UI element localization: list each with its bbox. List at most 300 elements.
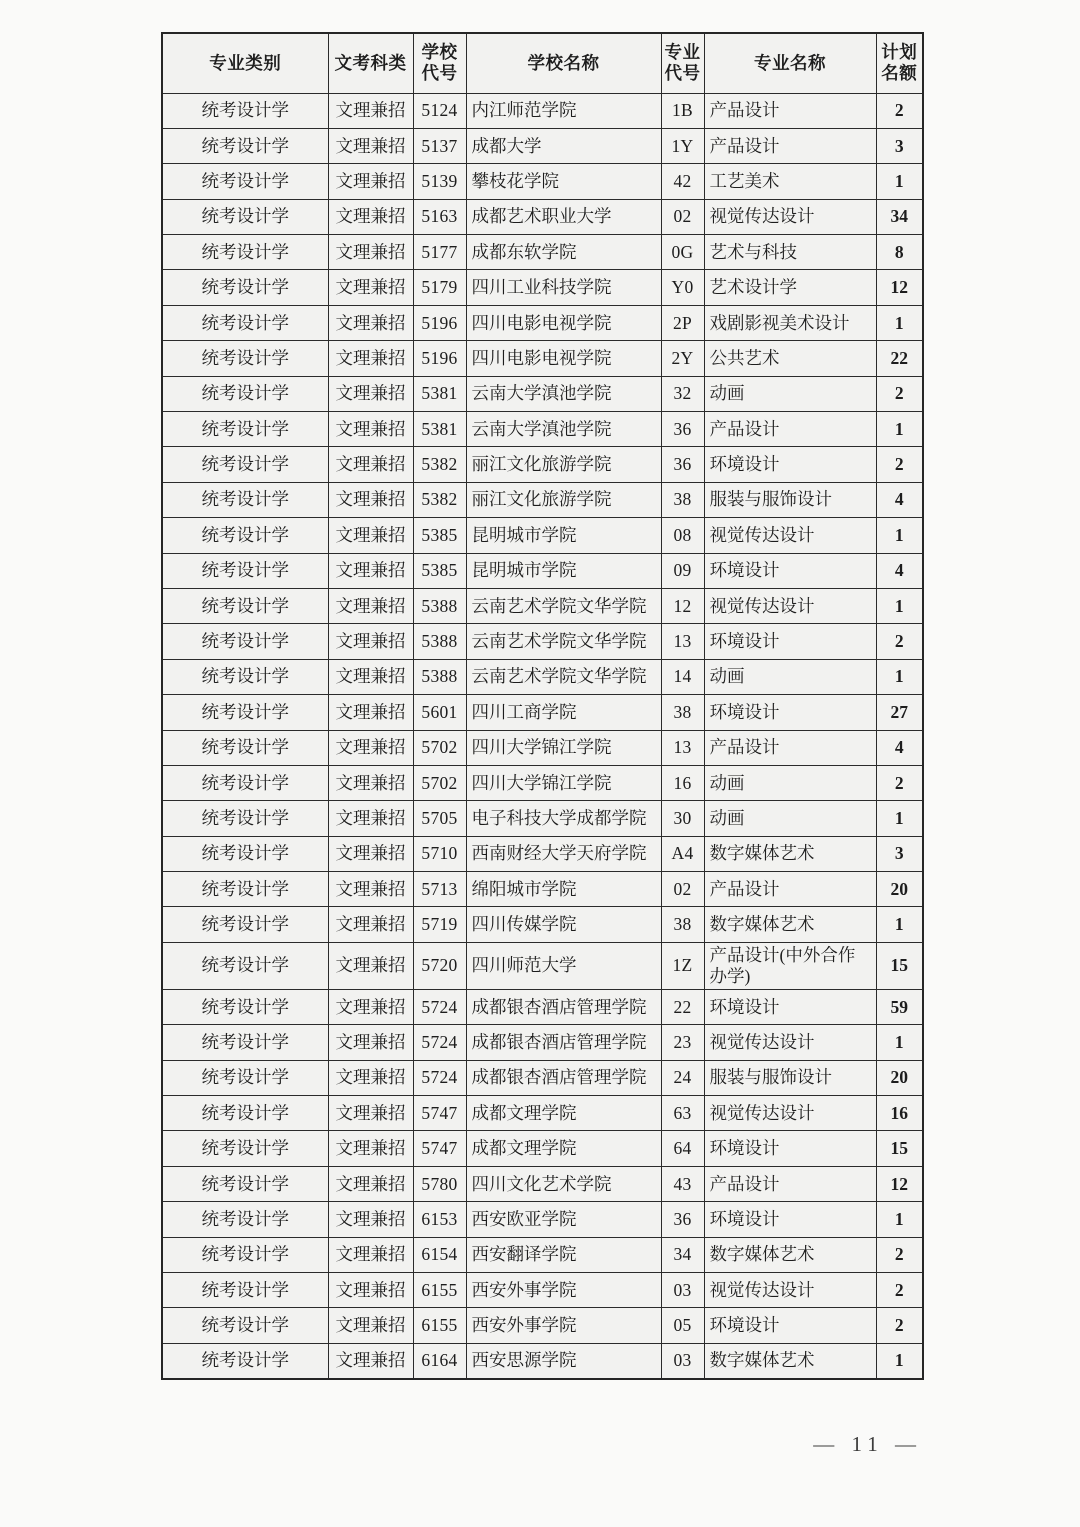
cell-major-code: 30 (661, 801, 704, 836)
cell-category: 统考设计学 (162, 695, 328, 730)
cell-school-name: 四川电影电视学院 (466, 341, 661, 376)
cell-category: 统考设计学 (162, 588, 328, 623)
cell-quota: 2 (876, 1237, 923, 1272)
cell-category: 统考设计学 (162, 836, 328, 871)
cell-exam-type: 文理兼招 (328, 1202, 413, 1237)
cell-school-code: 5382 (413, 447, 466, 482)
cell-major-code: 2Y (661, 341, 704, 376)
table-row (162, 588, 923, 623)
cell-school-name: 云南艺术学院文华学院 (466, 588, 661, 623)
cell-school-name: 四川文化艺术学院 (466, 1166, 661, 1201)
cell-school-code: 5705 (413, 801, 466, 836)
column-header-school-name: 学校名称 (466, 33, 661, 93)
cell-exam-type: 文理兼招 (328, 164, 413, 199)
cell-quota: 4 (876, 730, 923, 765)
cell-exam-type: 文理兼招 (328, 1308, 413, 1343)
cell-school-code: 5747 (413, 1096, 466, 1131)
cell-school-name: 内江师范学院 (466, 93, 661, 128)
cell-major-code: 64 (661, 1131, 704, 1166)
cell-major-name: 产品设计 (704, 730, 876, 765)
cell-major-code: 1Z (661, 942, 704, 989)
cell-major-name: 环境设计 (704, 1202, 876, 1237)
cell-exam-type: 文理兼招 (328, 518, 413, 553)
cell-major-code: 23 (661, 1025, 704, 1060)
cell-category: 统考设计学 (162, 765, 328, 800)
table-row (162, 553, 923, 588)
table-row (162, 907, 923, 942)
cell-school-name: 成都文理学院 (466, 1131, 661, 1166)
cell-school-code: 5381 (413, 376, 466, 411)
cell-major-name: 产品设计 (704, 128, 876, 163)
cell-school-name: 丽江文化旅游学院 (466, 482, 661, 517)
table-row (162, 341, 923, 376)
cell-school-code: 5385 (413, 518, 466, 553)
page-number: — 11 — (813, 1432, 922, 1456)
cell-quota: 1 (876, 1202, 923, 1237)
cell-exam-type: 文理兼招 (328, 872, 413, 907)
cell-category: 统考设计学 (162, 624, 328, 659)
column-header-category: 专业类别 (162, 33, 328, 93)
cell-major-name: 服装与服饰设计 (704, 1060, 876, 1095)
cell-category: 统考设计学 (162, 1308, 328, 1343)
table-row (162, 836, 923, 871)
cell-school-code: 5139 (413, 164, 466, 199)
table-body (162, 93, 923, 1379)
cell-school-code: 5747 (413, 1131, 466, 1166)
cell-school-name: 云南艺术学院文华学院 (466, 659, 661, 694)
cell-major-name: 环境设计 (704, 447, 876, 482)
cell-exam-type: 文理兼招 (328, 1025, 413, 1060)
cell-category: 统考设计学 (162, 128, 328, 163)
cell-major-name: 动画 (704, 801, 876, 836)
cell-major-code: 09 (661, 553, 704, 588)
cell-school-name: 云南艺术学院文华学院 (466, 624, 661, 659)
cell-major-name: 环境设计 (704, 553, 876, 588)
cell-major-code: 36 (661, 1202, 704, 1237)
cell-quota: 2 (876, 1273, 923, 1308)
cell-school-name: 四川大学锦江学院 (466, 765, 661, 800)
cell-quota: 12 (876, 270, 923, 305)
cell-category: 统考设计学 (162, 872, 328, 907)
cell-school-name: 西安翻译学院 (466, 1237, 661, 1272)
cell-major-name: 产品设计(中外合作办学) (704, 942, 876, 989)
cell-quota: 22 (876, 341, 923, 376)
admission-plan-table (161, 32, 924, 1380)
table-row (162, 1308, 923, 1343)
cell-category: 统考设计学 (162, 553, 328, 588)
cell-quota: 1 (876, 1343, 923, 1378)
cell-school-code: 5780 (413, 1166, 466, 1201)
cell-major-name: 视觉传达设计 (704, 1025, 876, 1060)
cell-exam-type: 文理兼招 (328, 376, 413, 411)
cell-exam-type: 文理兼招 (328, 199, 413, 234)
cell-exam-type: 文理兼招 (328, 553, 413, 588)
cell-school-name: 西安思源学院 (466, 1343, 661, 1378)
cell-major-code: 03 (661, 1273, 704, 1308)
cell-major-name: 产品设计 (704, 1166, 876, 1201)
cell-major-code: 38 (661, 482, 704, 517)
cell-school-name: 西南财经大学天府学院 (466, 836, 661, 871)
table-row (162, 1131, 923, 1166)
cell-exam-type: 文理兼招 (328, 1273, 413, 1308)
cell-category: 统考设计学 (162, 1131, 328, 1166)
cell-major-code: 43 (661, 1166, 704, 1201)
cell-exam-type: 文理兼招 (328, 1343, 413, 1378)
cell-category: 统考设计学 (162, 801, 328, 836)
cell-exam-type: 文理兼招 (328, 235, 413, 270)
cell-school-name: 四川工业科技学院 (466, 270, 661, 305)
cell-category: 统考设计学 (162, 1096, 328, 1131)
cell-quota: 15 (876, 1131, 923, 1166)
cell-major-code: 22 (661, 989, 704, 1024)
cell-exam-type: 文理兼招 (328, 412, 413, 447)
cell-quota: 3 (876, 128, 923, 163)
cell-major-name: 环境设计 (704, 624, 876, 659)
cell-quota: 27 (876, 695, 923, 730)
table-row (162, 695, 923, 730)
cell-major-name: 动画 (704, 659, 876, 694)
cell-category: 统考设计学 (162, 447, 328, 482)
cell-category: 统考设计学 (162, 1273, 328, 1308)
cell-quota: 1 (876, 801, 923, 836)
cell-major-code: 12 (661, 588, 704, 623)
cell-major-name: 环境设计 (704, 1131, 876, 1166)
cell-school-code: 6164 (413, 1343, 466, 1378)
cell-major-name: 视觉传达设计 (704, 588, 876, 623)
cell-quota: 1 (876, 164, 923, 199)
cell-school-code: 5710 (413, 836, 466, 871)
cell-school-code: 5719 (413, 907, 466, 942)
cell-exam-type: 文理兼招 (328, 659, 413, 694)
cell-major-code: 36 (661, 447, 704, 482)
cell-school-code: 5179 (413, 270, 466, 305)
cell-quota: 4 (876, 553, 923, 588)
cell-quota: 1 (876, 588, 923, 623)
cell-major-code: Y0 (661, 270, 704, 305)
cell-exam-type: 文理兼招 (328, 93, 413, 128)
cell-quota: 16 (876, 1096, 923, 1131)
cell-category: 统考设计学 (162, 659, 328, 694)
cell-major-name: 产品设计 (704, 412, 876, 447)
cell-school-code: 5177 (413, 235, 466, 270)
column-header-major-name: 专业名称 (704, 33, 876, 93)
cell-category: 统考设计学 (162, 270, 328, 305)
cell-quota: 20 (876, 1060, 923, 1095)
cell-major-code: 63 (661, 1096, 704, 1131)
cell-school-code: 5720 (413, 942, 466, 989)
cell-quota: 15 (876, 942, 923, 989)
cell-category: 统考设计学 (162, 341, 328, 376)
cell-school-code: 5388 (413, 588, 466, 623)
table-row (162, 765, 923, 800)
cell-major-code: 02 (661, 199, 704, 234)
column-header-school-code: 学校代号 (413, 33, 466, 93)
cell-quota: 8 (876, 235, 923, 270)
cell-school-name: 丽江文化旅游学院 (466, 447, 661, 482)
cell-category: 统考设计学 (162, 1060, 328, 1095)
cell-school-code: 5137 (413, 128, 466, 163)
cell-school-name: 成都大学 (466, 128, 661, 163)
cell-category: 统考设计学 (162, 199, 328, 234)
cell-exam-type: 文理兼招 (328, 765, 413, 800)
cell-quota: 2 (876, 447, 923, 482)
cell-major-name: 公共艺术 (704, 341, 876, 376)
cell-school-name: 成都文理学院 (466, 1096, 661, 1131)
column-header-quota: 计划名额 (876, 33, 923, 93)
cell-exam-type: 文理兼招 (328, 907, 413, 942)
cell-exam-type: 文理兼招 (328, 1166, 413, 1201)
cell-category: 统考设计学 (162, 235, 328, 270)
cell-category: 统考设计学 (162, 1202, 328, 1237)
table-row (162, 1343, 923, 1378)
cell-quota: 1 (876, 907, 923, 942)
table-row (162, 1202, 923, 1237)
cell-school-code: 6154 (413, 1237, 466, 1272)
table-row (162, 412, 923, 447)
cell-quota: 2 (876, 624, 923, 659)
cell-exam-type: 文理兼招 (328, 801, 413, 836)
cell-exam-type: 文理兼招 (328, 341, 413, 376)
cell-category: 统考设计学 (162, 907, 328, 942)
table-row (162, 1060, 923, 1095)
cell-category: 统考设计学 (162, 1166, 328, 1201)
cell-quota: 4 (876, 482, 923, 517)
cell-major-code: 38 (661, 695, 704, 730)
cell-major-code: 05 (661, 1308, 704, 1343)
cell-school-name: 西安外事学院 (466, 1273, 661, 1308)
cell-major-name: 动画 (704, 765, 876, 800)
cell-major-name: 数字媒体艺术 (704, 907, 876, 942)
table-row (162, 518, 923, 553)
cell-exam-type: 文理兼招 (328, 836, 413, 871)
cell-school-code: 5385 (413, 553, 466, 588)
cell-school-code: 5382 (413, 482, 466, 517)
cell-quota: 12 (876, 1166, 923, 1201)
cell-school-code: 5388 (413, 659, 466, 694)
cell-school-name: 绵阳城市学院 (466, 872, 661, 907)
table-row (162, 199, 923, 234)
cell-major-name: 环境设计 (704, 695, 876, 730)
table-row (162, 1273, 923, 1308)
cell-major-code: 14 (661, 659, 704, 694)
cell-major-name: 产品设计 (704, 872, 876, 907)
cell-category: 统考设计学 (162, 989, 328, 1024)
cell-quota: 2 (876, 1308, 923, 1343)
cell-school-name: 云南大学滇池学院 (466, 376, 661, 411)
cell-major-code: 42 (661, 164, 704, 199)
table-row (162, 482, 923, 517)
cell-exam-type: 文理兼招 (328, 482, 413, 517)
cell-quota: 2 (876, 376, 923, 411)
cell-major-code: A4 (661, 836, 704, 871)
cell-major-code: 13 (661, 624, 704, 659)
cell-school-name: 四川电影电视学院 (466, 305, 661, 340)
table-row (162, 872, 923, 907)
cell-major-code: 1B (661, 93, 704, 128)
cell-exam-type: 文理兼招 (328, 305, 413, 340)
cell-major-name: 动画 (704, 376, 876, 411)
cell-quota: 2 (876, 765, 923, 800)
cell-school-code: 5724 (413, 1060, 466, 1095)
table-row (162, 1166, 923, 1201)
cell-school-code: 5196 (413, 305, 466, 340)
cell-school-code: 5724 (413, 989, 466, 1024)
cell-major-name: 工艺美术 (704, 164, 876, 199)
cell-exam-type: 文理兼招 (328, 588, 413, 623)
cell-school-code: 6153 (413, 1202, 466, 1237)
table-header-row (162, 33, 923, 93)
cell-exam-type: 文理兼招 (328, 128, 413, 163)
cell-category: 统考设计学 (162, 942, 328, 989)
table-header (162, 33, 923, 93)
table-row (162, 801, 923, 836)
table-row (162, 128, 923, 163)
cell-major-code: 08 (661, 518, 704, 553)
cell-school-code: 5124 (413, 93, 466, 128)
cell-school-name: 四川工商学院 (466, 695, 661, 730)
cell-quota: 1 (876, 1025, 923, 1060)
cell-school-code: 5601 (413, 695, 466, 730)
table-row (162, 270, 923, 305)
cell-category: 统考设计学 (162, 730, 328, 765)
cell-school-name: 西安欧亚学院 (466, 1202, 661, 1237)
cell-major-code: 24 (661, 1060, 704, 1095)
column-header-major-code: 专业代号 (661, 33, 704, 93)
cell-school-code: 5163 (413, 199, 466, 234)
cell-major-code: 32 (661, 376, 704, 411)
table-row (162, 93, 923, 128)
cell-major-name: 戏剧影视美术设计 (704, 305, 876, 340)
cell-exam-type: 文理兼招 (328, 1237, 413, 1272)
cell-school-code: 5713 (413, 872, 466, 907)
cell-school-name: 攀枝花学院 (466, 164, 661, 199)
cell-major-code: 13 (661, 730, 704, 765)
cell-exam-type: 文理兼招 (328, 989, 413, 1024)
cell-major-code: 03 (661, 1343, 704, 1378)
cell-quota: 59 (876, 989, 923, 1024)
cell-school-code: 5702 (413, 765, 466, 800)
cell-quota: 1 (876, 305, 923, 340)
cell-major-name: 环境设计 (704, 1308, 876, 1343)
table-row (162, 305, 923, 340)
cell-category: 统考设计学 (162, 305, 328, 340)
cell-major-name: 艺术设计学 (704, 270, 876, 305)
cell-major-name: 视觉传达设计 (704, 1273, 876, 1308)
cell-school-name: 成都艺术职业大学 (466, 199, 661, 234)
cell-major-code: 38 (661, 907, 704, 942)
cell-quota: 2 (876, 93, 923, 128)
cell-school-code: 5388 (413, 624, 466, 659)
table-row (162, 624, 923, 659)
cell-quota: 1 (876, 659, 923, 694)
table-row (162, 659, 923, 694)
cell-major-code: 0G (661, 235, 704, 270)
cell-major-name: 视觉传达设计 (704, 199, 876, 234)
cell-major-code: 2P (661, 305, 704, 340)
cell-school-name: 电子科技大学成都学院 (466, 801, 661, 836)
cell-school-name: 成都东软学院 (466, 235, 661, 270)
cell-category: 统考设计学 (162, 1343, 328, 1378)
cell-exam-type: 文理兼招 (328, 1131, 413, 1166)
cell-major-code: 02 (661, 872, 704, 907)
cell-school-name: 成都银杏酒店管理学院 (466, 989, 661, 1024)
cell-school-name: 四川传媒学院 (466, 907, 661, 942)
cell-category: 统考设计学 (162, 1237, 328, 1272)
cell-major-name: 数字媒体艺术 (704, 836, 876, 871)
cell-exam-type: 文理兼招 (328, 730, 413, 765)
cell-school-code: 5381 (413, 412, 466, 447)
cell-quota: 34 (876, 199, 923, 234)
cell-category: 统考设计学 (162, 93, 328, 128)
cell-category: 统考设计学 (162, 482, 328, 517)
cell-school-name: 昆明城市学院 (466, 553, 661, 588)
cell-exam-type: 文理兼招 (328, 1060, 413, 1095)
cell-major-name: 服装与服饰设计 (704, 482, 876, 517)
cell-school-name: 昆明城市学院 (466, 518, 661, 553)
cell-exam-type: 文理兼招 (328, 695, 413, 730)
cell-major-name: 视觉传达设计 (704, 518, 876, 553)
cell-major-name: 数字媒体艺术 (704, 1237, 876, 1272)
cell-major-name: 艺术与科技 (704, 235, 876, 270)
table-row (162, 942, 923, 989)
cell-exam-type: 文理兼招 (328, 1096, 413, 1131)
cell-school-name: 成都银杏酒店管理学院 (466, 1025, 661, 1060)
cell-school-name: 四川师范大学 (466, 942, 661, 989)
cell-major-name: 产品设计 (704, 93, 876, 128)
cell-category: 统考设计学 (162, 1025, 328, 1060)
table-row (162, 730, 923, 765)
cell-major-code: 16 (661, 765, 704, 800)
cell-category: 统考设计学 (162, 412, 328, 447)
cell-category: 统考设计学 (162, 518, 328, 553)
cell-school-code: 5196 (413, 341, 466, 376)
cell-quota: 3 (876, 836, 923, 871)
cell-exam-type: 文理兼招 (328, 624, 413, 659)
cell-quota: 1 (876, 412, 923, 447)
table-row (162, 376, 923, 411)
cell-major-code: 34 (661, 1237, 704, 1272)
cell-school-name: 云南大学滇池学院 (466, 412, 661, 447)
cell-school-code: 5724 (413, 1025, 466, 1060)
cell-major-name: 数字媒体艺术 (704, 1343, 876, 1378)
cell-major-name: 环境设计 (704, 989, 876, 1024)
cell-exam-type: 文理兼招 (328, 942, 413, 989)
cell-exam-type: 文理兼招 (328, 270, 413, 305)
table-row (162, 164, 923, 199)
table-row (162, 1025, 923, 1060)
cell-school-code: 5702 (413, 730, 466, 765)
table-row (162, 235, 923, 270)
table-row (162, 447, 923, 482)
table-row (162, 1096, 923, 1131)
cell-school-name: 西安外事学院 (466, 1308, 661, 1343)
column-header-exam-type: 文考科类 (328, 33, 413, 93)
cell-major-code: 1Y (661, 128, 704, 163)
cell-school-name: 成都银杏酒店管理学院 (466, 1060, 661, 1095)
table-row (162, 1237, 923, 1272)
cell-school-code: 6155 (413, 1308, 466, 1343)
cell-major-name: 视觉传达设计 (704, 1096, 876, 1131)
cell-major-code: 36 (661, 412, 704, 447)
cell-quota: 1 (876, 518, 923, 553)
cell-quota: 20 (876, 872, 923, 907)
cell-school-name: 四川大学锦江学院 (466, 730, 661, 765)
cell-school-code: 6155 (413, 1273, 466, 1308)
cell-category: 统考设计学 (162, 376, 328, 411)
cell-exam-type: 文理兼招 (328, 447, 413, 482)
table-row (162, 989, 923, 1024)
cell-category: 统考设计学 (162, 164, 328, 199)
